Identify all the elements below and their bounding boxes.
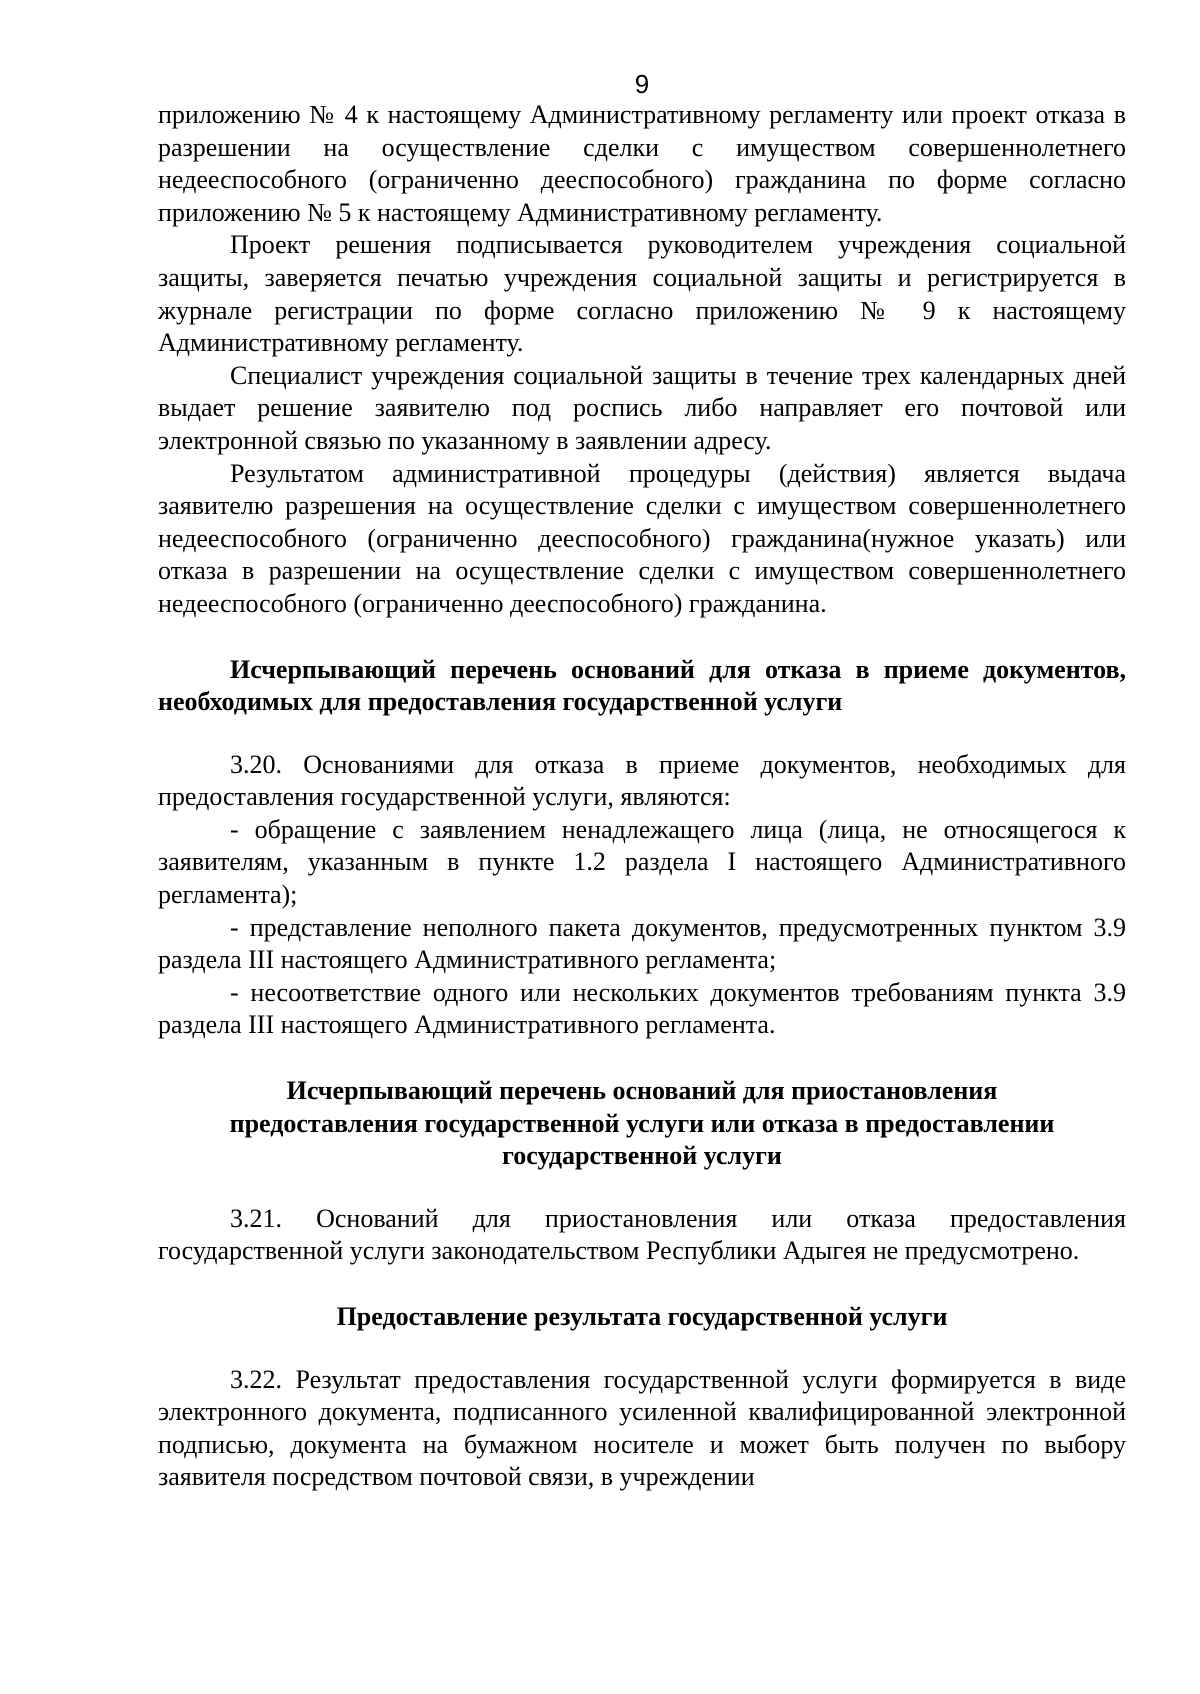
list-item-improper-person: - обращение с заявлением ненадлежащего лица (лица, не относящегося к заявителям, указанным в пункте 1.2 раздела I настоящего Административного регламента);	[158, 814, 1126, 910]
paragraph-procedure-result: Результатом административной процедуры (действия) является выдача заявителю разрешения на осуществление сделки с имуществом совершеннолетнего недееспособного (ограниченно дееспособного) гражданина(нужное указать) или отказа в разрешении на осуществление сделки с имуществом совершеннолетнего недееспособного (ограниченно дееспособного) гражданина.	[158, 458, 1126, 618]
spacer	[158, 1173, 1126, 1203]
section-heading-suspension-grounds	[158, 1075, 1126, 1173]
heading-line: Исчерпывающий перечень оснований для приостановления	[286, 1076, 998, 1106]
paragraph-3-22: 3.22. Результат предоставления государственной услуги формируется в виде электронного документа, подписанного усиленной квалифицированной электронной подписью, документа на бумажном носителе и может быть получен по выбору заявителя посредством почтовой связи, в учреждении	[158, 1364, 1126, 1492]
section-heading-result-provision: Предоставление результата государственной услуги	[336, 1302, 948, 1331]
spacer	[158, 1042, 1126, 1075]
paragraph-decision-signing: Проект решения подписывается руководителем учреждения социальной защиты, заверяется печатью учреждения социальной защиты и регистрируется в журнале регистрации по форме согласно приложению № 9 к настоящему Административному регламенту.	[158, 230, 1126, 358]
list-item-incomplete-package: - представление неполного пакета документов, предусмотренных пунктом 3.9 раздела III настоящего Административного регламента;	[158, 912, 1126, 975]
paragraph-specialist-delivery: Специалист учреждения социальной защиты в течение трех календарных дней выдает решение заявителю под роспись либо направляет его почтовой или электронной связью по указанному в заявлении адресу.	[158, 360, 1126, 455]
spacer	[158, 1268, 1126, 1301]
spacer	[158, 719, 1126, 749]
heading-line: предоставления государственной услуги или отказа в предоставлении	[229, 1108, 1055, 1138]
paragraph-3-21: 3.21. Оснований для приостановления или отказа предоставления государственной услуги законодательством Республики Адыгея не предусмотрено.	[158, 1203, 1126, 1266]
heading-line: государственной услуги	[502, 1141, 782, 1171]
spacer	[158, 621, 1126, 654]
page-number: 9	[634, 69, 650, 99]
paragraph-3-20: 3.20. Основаниями для отказа в приеме документов, необходимых для предоставления государственной услуги, являются:	[158, 749, 1126, 812]
section-heading-refusal-grounds: Исчерпывающий перечень оснований для отказа в приеме документов, необходимых для предоставления государственной услуги	[158, 654, 1126, 717]
document-page	[158, 70, 1126, 1494]
list-item-nonconformity: - несоответствие одного или нескольких документов требованиям пункта 3.9 раздела III настоящего Административного регламента.	[158, 977, 1126, 1040]
spacer	[158, 1334, 1126, 1364]
paragraph-continuation: приложению № 4 к настоящему Административному регламенту или проект отказа в разрешении на осуществление сделки с имуществом совершеннолетнего недееспособного (ограниченно дееспособного) гражданина по форме согласно приложению № 5 к настоящему Административному регламенту.	[158, 100, 1126, 227]
